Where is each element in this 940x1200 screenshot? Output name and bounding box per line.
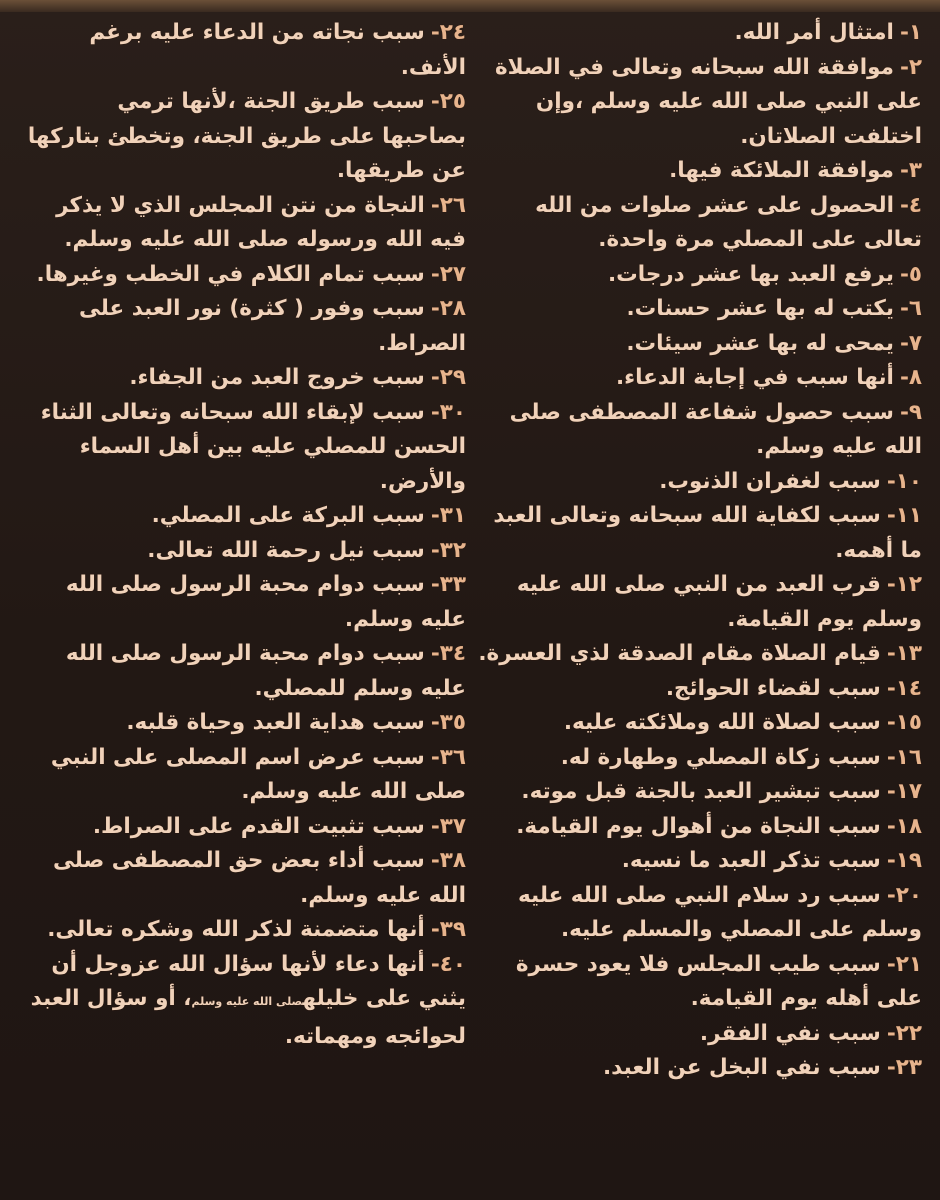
list-item [478, 327, 922, 362]
item-text: سبب دوام محبة الرسول صلى الله عليه وسلم للمصلي. [65, 641, 466, 701]
item-number: ٣٨- [430, 848, 466, 873]
item-text: سبب لإبقاء الله سبحانه وتعالى الثناء الحسن للمصلي عليه بين أهل السماء والأرض. [40, 399, 466, 494]
item-text: سبب دوام محبة الرسول صلى الله عليه وسلم. [65, 572, 466, 632]
item-number: ٣٩- [430, 917, 466, 942]
item-text: قرب العبد من النبي صلى الله عليه وسلم يوم القيامة. [516, 572, 922, 632]
item-text: سبب نيل رحمة الله تعالى. [147, 537, 425, 563]
list-item [26, 499, 466, 534]
list-item [478, 154, 922, 189]
left-column-list [26, 16, 466, 1054]
list-item [478, 706, 922, 741]
item-text: سبب نجاته من الدعاء عليه برغم الأنف. [89, 20, 466, 80]
list-item [478, 465, 922, 500]
item-text: سبب هداية العبد وحياة قلبه. [126, 710, 425, 735]
item-number: ١٨- [886, 813, 922, 839]
item-number: ٢٣- [886, 1055, 922, 1080]
list-item [478, 258, 922, 293]
item-text: موافقة الله سبحانه وتعالى في الصلاة على النبي صلى الله عليه وسلم ،وإن اختلفت الصلاتان. [494, 54, 922, 149]
item-number: ٢٧- [430, 261, 466, 287]
item-number: ٢٠- [886, 882, 922, 908]
item-number: ٣٧- [430, 813, 466, 839]
item-text: سبب تبشير العبد بالجنة قبل موته. [521, 779, 881, 804]
list-item [26, 258, 466, 293]
item-text: سبب حصول شفاعة المصطفى صلى الله عليه وسلم. [509, 399, 922, 459]
item-number: ٣١- [430, 503, 466, 528]
list-item [26, 810, 466, 845]
list-item [478, 1051, 922, 1086]
list-item [478, 568, 922, 637]
item-number: ١٠- [886, 468, 922, 494]
item-text: سبب طريق الجنة ،لأنها ترمي بصاحبها على طريق الجنة، وتخطئ بتاركها عن طريقها. [27, 89, 466, 183]
item-text: امتثال أمر الله. [734, 20, 894, 45]
item-text: سبب لقضاء الحوائج. [665, 675, 881, 701]
item-number: ١٥- [886, 710, 922, 735]
item-number: ٣٣- [430, 572, 466, 597]
list-item [478, 844, 922, 879]
list-item [26, 913, 466, 948]
item-number: ٦- [899, 296, 922, 321]
list-item [26, 292, 466, 361]
item-text: سبب رد سلام النبي صلى الله عليه وسلم على المصلي والمسلم عليه. [518, 882, 922, 942]
item-text: يمحى له بها عشر سيئات. [626, 330, 894, 356]
item-text: أنها متضمنة لذكر الله وشكره تعالى. [47, 917, 425, 942]
list-item [478, 948, 922, 1017]
item-text: سبب زكاة المصلي وطهارة له. [560, 744, 881, 770]
list-item [26, 361, 466, 396]
item-text: قيام الصلاة مقام الصدقة لذي العسرة. [478, 641, 881, 666]
list-item [478, 189, 922, 258]
item-number: ١٧- [886, 779, 922, 804]
item-number: ٢٢- [886, 1020, 922, 1046]
item-number: ١- [899, 20, 922, 45]
item-text: سبب لغفران الذنوب. [659, 468, 881, 494]
list-item [26, 189, 466, 258]
item-number: ٣٤- [430, 641, 466, 666]
list-item [26, 534, 466, 569]
item-number: ٣- [899, 158, 922, 183]
list-item [26, 844, 466, 913]
item-text: سبب لكفاية الله سبحانه وتعالى العبد ما أهمه. [493, 503, 922, 563]
item-number: ٢٨- [430, 296, 466, 321]
list-item [478, 292, 922, 327]
list-item [478, 672, 922, 707]
list-item [478, 775, 922, 810]
item-number: ٤- [899, 192, 922, 218]
list-item [478, 741, 922, 776]
list-item [478, 1017, 922, 1052]
item-text: أنها دعاء لأنها سؤال الله عزوجل أن يثني على خليله [51, 951, 466, 1011]
list-item [26, 741, 466, 810]
list-item [478, 879, 922, 948]
item-text: سبب تثبيت القدم على الصراط. [92, 813, 425, 839]
list-item [26, 85, 466, 189]
item-text: موافقة الملائكة فيها. [669, 158, 894, 183]
item-text: سبب لصلاة الله وملائكته عليه. [563, 710, 881, 735]
list-item [26, 396, 466, 500]
item-text: سبب خروج العبد من الجفاء. [129, 365, 425, 390]
item-number: ١٢- [886, 572, 922, 597]
list-item [478, 637, 922, 672]
list-item [478, 396, 922, 465]
item-number: ٢٥- [430, 89, 466, 114]
item-text: سبب النجاة من أهوال يوم القيامة. [516, 813, 881, 839]
item-text: سبب وفور ( كثرة) نور العبد على الصراط. [79, 296, 466, 356]
list-item [26, 706, 466, 741]
item-text: سبب تذكر العبد ما نسيه. [621, 848, 881, 873]
item-text: سبب طيب المجلس فلا يعود حسرة على أهله يوم القيامة. [515, 951, 922, 1011]
list-item [478, 51, 922, 155]
item-text: سبب نفي البخل عن العبد. [603, 1055, 881, 1080]
item-number: ١٤- [886, 675, 922, 701]
item-number: ٧- [899, 330, 922, 356]
item-number: ٢٩- [430, 365, 466, 390]
item-number: ٩- [899, 399, 922, 425]
item-text: سبب البركة على المصلي. [151, 503, 425, 528]
item-number: ٤٠- [430, 951, 466, 977]
item-number: ١٣- [886, 641, 922, 666]
list-item [26, 637, 466, 706]
item-number: ٣٦- [430, 744, 466, 770]
top-decorative-band [0, 0, 940, 12]
item-number: ٣٠- [430, 399, 466, 425]
item-footnote: صلى الله عليه وسلم [191, 995, 303, 1008]
list-item [478, 810, 922, 845]
item-number: ١٩- [886, 848, 922, 873]
item-number: ٣٢- [430, 537, 466, 563]
right-column-list [478, 16, 922, 1086]
item-text: يرفع العبد بها عشر درجات. [607, 261, 894, 287]
item-text: سبب نفي الفقر. [699, 1020, 881, 1046]
item-text: الحصول على عشر صلوات من الله تعالى على المصلي مرة واحدة. [535, 192, 922, 252]
item-text: سبب عرض اسم المصلى على النبي صلى الله عليه وسلم. [50, 744, 466, 804]
item-number: ٢- [899, 54, 922, 80]
item-text: النجاة من نتن المجلس الذي لا يذكر فيه الله ورسوله صلى الله عليه وسلم. [56, 192, 466, 252]
item-number: ٨- [899, 365, 922, 390]
list-item [478, 16, 922, 51]
item-number: ١١- [886, 503, 922, 528]
list-item [26, 948, 466, 1055]
item-text: سبب تمام الكلام في الخطب وغيرها. [36, 261, 425, 287]
item-number: ٢١- [886, 951, 922, 977]
item-text: يكتب له بها عشر حسنات. [626, 296, 894, 321]
item-number: ٢٤- [430, 20, 466, 45]
list-item [26, 16, 466, 85]
item-number: ٥- [899, 261, 922, 287]
item-number: ١٦- [886, 744, 922, 770]
item-text-continued: ، أو سؤال العبد لحوائجه ومهماته. [30, 986, 466, 1049]
item-number: ٢٦- [430, 192, 466, 218]
list-item [478, 499, 922, 568]
list-item [26, 568, 466, 637]
item-text: سبب أداء بعض حق المصطفى صلى الله عليه وسلم. [53, 848, 466, 908]
item-number: ٣٥- [430, 710, 466, 735]
list-item [478, 361, 922, 396]
item-text: أنها سبب في إجابة الدعاء. [615, 365, 894, 390]
